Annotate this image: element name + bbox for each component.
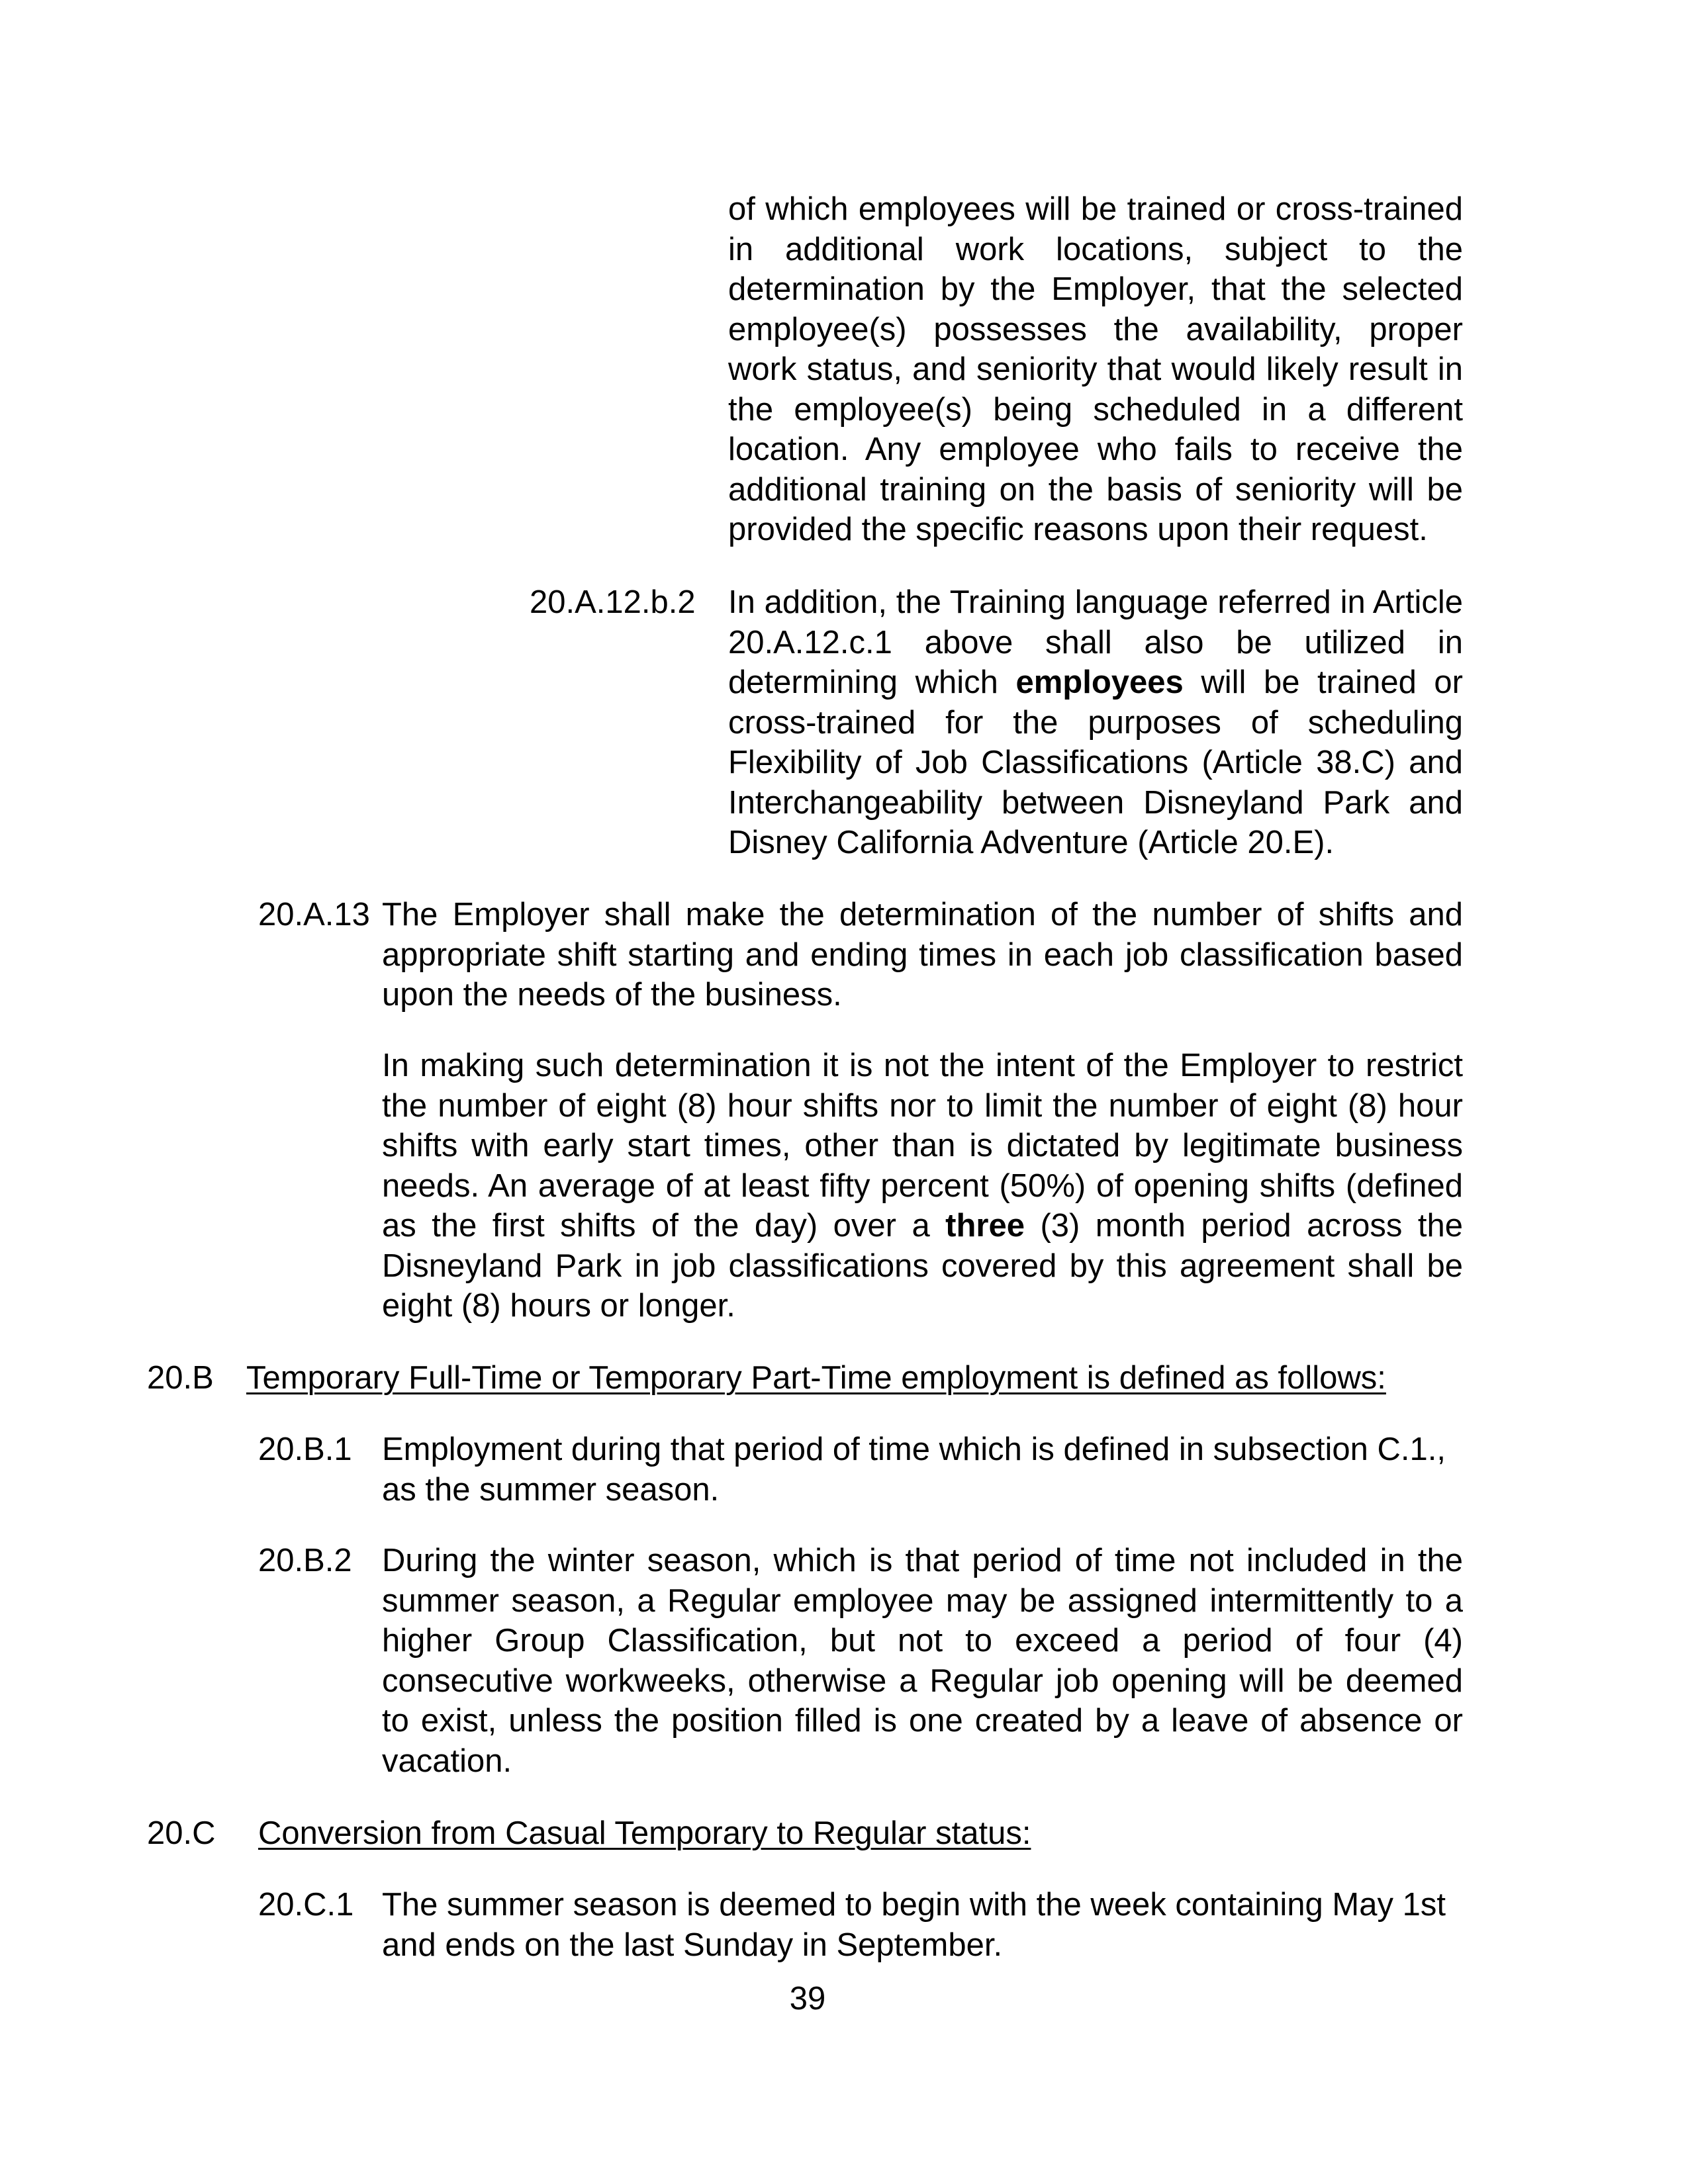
section-20-a-13-paragraph-2	[382, 1046, 1463, 1326]
text-segment: In addition, the Training language referred in Article 20.A.12.c.1 above shall also be utilized in determining which	[728, 584, 1463, 700]
section-20-a-12-b-1-continuation: of which employees will be trained or cross-trained in additional work locations, subject to the determination by the Employer, that the selected employee(s) possesses the availability, proper work status, and seniority that would likely result in the employee(s) being scheduled in a different location. Any employee who fails to receive the additional training on the basis of seniority will be provided the specific reasons upon their request.	[728, 191, 1463, 547]
section-label-20-b-1: 20.B.1	[258, 1432, 352, 1467]
section-20-b-1-text: Employment during that period of time which is defined in subsection C.1., as the summer season.	[382, 1432, 1446, 1508]
section-20-a-13-text: The Employer shall make the determination of the number of shifts and appropriate shift starting and ending times in each job classification based upon the needs of the business.	[382, 897, 1463, 1013]
text-segment: (3) month period across the Disneyland Park in job classifications covered by this agreement shall be eight (8) hours or longer.	[382, 1208, 1463, 1324]
page-number: 39	[789, 1981, 826, 2017]
text-segment: In making such determination it is not the intent of the Employer to restrict the number of eight (8) hour shifts nor to limit the number of eight (8) hour shifts with early start times, other than is dictated by legitimate business needs. An average of at least fifty percent (50%) of opening shifts (defined as the first shifts of the day) over a	[382, 1048, 1463, 1244]
section-label-20-a-12-b-2: 20.A.12.b.2	[530, 584, 696, 620]
bold-term-employees: employees	[1015, 664, 1184, 700]
bold-term-three: three	[945, 1208, 1025, 1244]
section-20-b-2-text: During the winter season, which is that period of time not included in the summer season, a Regular employee may be assigned intermittently to a higher Group Classification, but not to exceed a period of four (4) consecutive workweeks, otherwise a Regular job opening will be deemed to exist, unless the position filled is one created by a leave of absence or vacation.	[382, 1543, 1463, 1779]
section-20-b-heading: Temporary Full-Time or Temporary Part-Time employment is defined as follows:	[246, 1360, 1386, 1396]
section-label-20-c-1: 20.C.1	[258, 1887, 354, 1923]
section-label-20-a-13: 20.A.13	[258, 897, 370, 933]
section-label-20-b-2: 20.B.2	[258, 1543, 352, 1578]
section-20-a-12-b-2-text	[728, 582, 1463, 863]
section-20-c-heading: Conversion from Casual Temporary to Regular status:	[258, 1815, 1031, 1851]
text-segment: will be trained or cross-trained for the purposes of scheduling Flexibility of Job Classifications (Article 38.C) and Interchangeability between Disneyland Park and Disney California Adventure (Article 20.E).	[728, 664, 1463, 860]
section-20-c-1-text: The summer season is deemed to begin with the week containing May 1st and ends on the last Sunday in September.	[382, 1887, 1446, 1963]
section-label-20-c: 20.C	[147, 1815, 216, 1851]
section-label-20-b: 20.B	[147, 1360, 214, 1396]
